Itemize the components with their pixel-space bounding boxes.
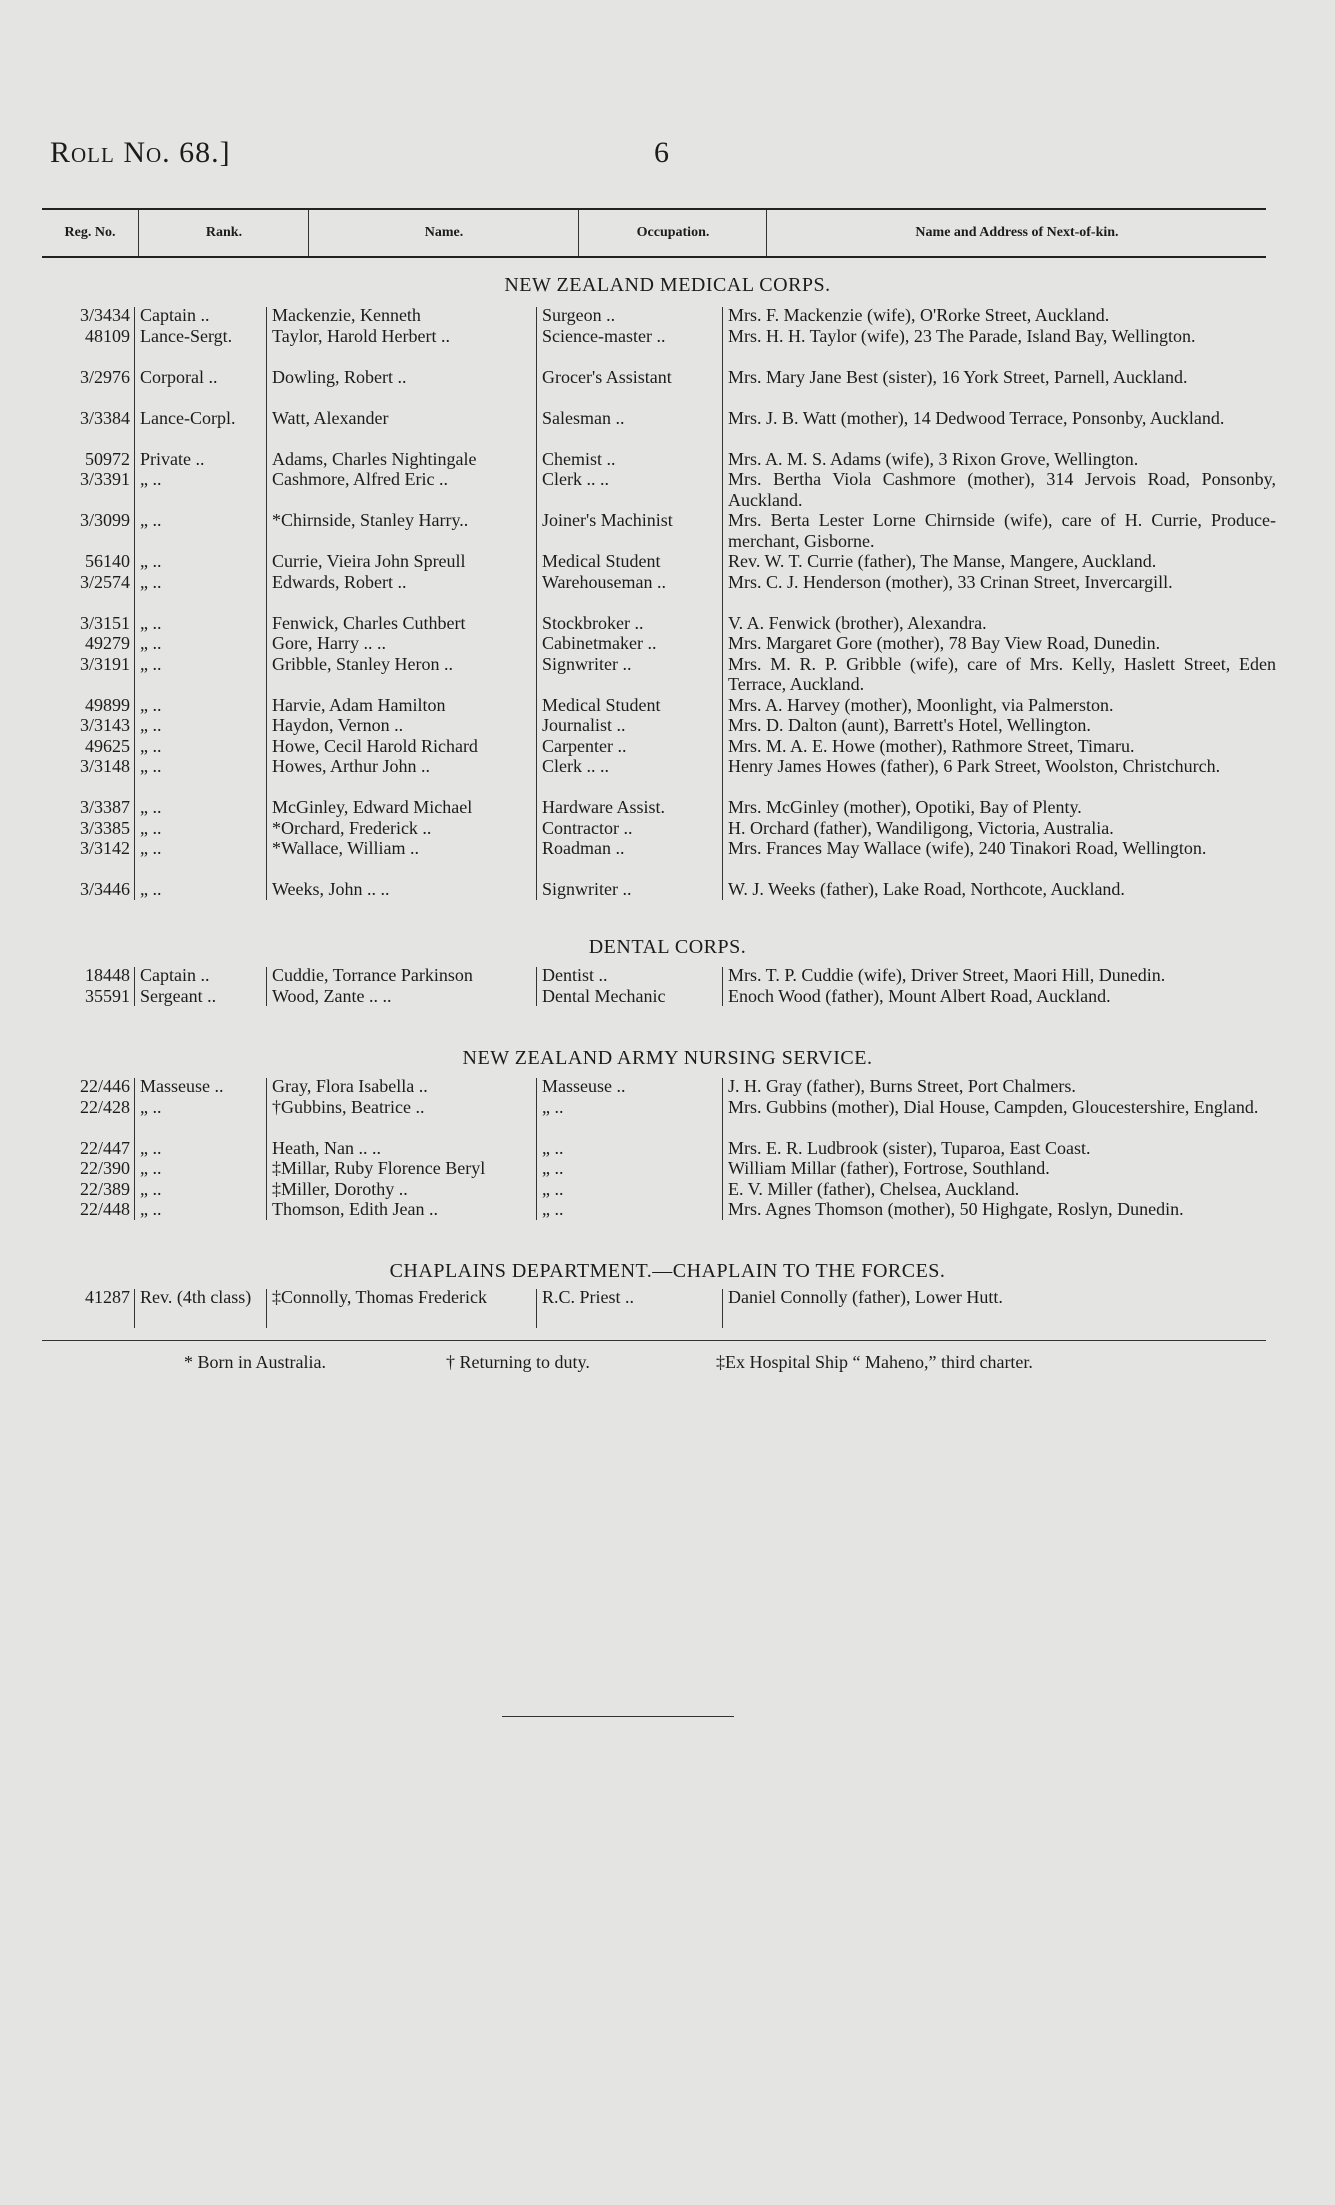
- cell-occ: „ ..: [542, 1096, 564, 1117]
- cell-occ: Cabinetmaker ..: [542, 633, 657, 653]
- cell-kin: Mrs. McGinley (mother), Opotiki, Bay of Plenty.: [728, 797, 1082, 817]
- cell-name: McGinley, Edward Michael: [272, 797, 473, 817]
- cell-kin: W. J. Weeks (father), Lake Road, Northcote, Auckland.: [728, 879, 1125, 899]
- cell-name: Heath, Nan .. ..: [272, 1137, 381, 1158]
- cell-rank: „ ..: [140, 1137, 162, 1158]
- cell-occ: R.C. Priest ..: [542, 1287, 635, 1307]
- table-row: [0, 695, 1335, 716]
- footnote-hospital-ship: ‡Ex Hospital Ship “ Maheno,” third charter.: [716, 1352, 1033, 1372]
- cell-rank: „ ..: [140, 551, 162, 571]
- cell-rank: „ ..: [140, 838, 162, 858]
- cell-occ: Clerk .. ..: [542, 756, 609, 776]
- table-row: [0, 986, 1335, 1007]
- cell-name: Fenwick, Charles Cuthbert: [272, 612, 466, 633]
- cell-kin: Mrs. T. P. Cuddie (wife), Driver Street, Maori Hill, Dunedin.: [728, 965, 1166, 985]
- cell-reg: 22/448: [79, 1199, 130, 1219]
- cell-rank: „ ..: [140, 1199, 162, 1219]
- table-row: [0, 1076, 1335, 1097]
- cell-kin: Mrs. Frances May Wallace (wife), 240 Tinakori Road, Wellington.: [728, 838, 1207, 858]
- cell-reg: 3/3142: [79, 838, 130, 858]
- table-row: [0, 510, 1335, 551]
- table-row: [0, 756, 1335, 797]
- cell-kin: Mrs. M. R. P. Gribble (wife), care of Mrs. Kelly, Haslett Street, Eden Terrace, Auckland.: [728, 653, 1276, 694]
- cell-reg: 48109: [85, 325, 130, 346]
- cell-reg: 56140: [85, 551, 130, 571]
- cell-kin: Mrs. M. A. E. Howe (mother), Rathmore Street, Timaru.: [728, 735, 1135, 756]
- cell-rank: „ ..: [140, 571, 162, 592]
- cell-reg: 22/428: [79, 1096, 130, 1117]
- cell-kin: Mrs. E. R. Ludbrook (sister), Tuparoa, East Coast.: [728, 1137, 1091, 1158]
- end-rule: [502, 1716, 734, 1717]
- cell-name: Taylor, Harold Herbert ..: [272, 325, 450, 346]
- header-occupation: Occupation.: [578, 210, 767, 256]
- cell-name: Cashmore, Alfred Eric ..: [272, 469, 448, 489]
- cell-kin: Rev. W. T. Currie (father), The Manse, Mangere, Auckland.: [728, 551, 1157, 571]
- table-row: [0, 654, 1335, 695]
- cell-rank: Captain ..: [140, 965, 210, 985]
- table-row: [0, 965, 1335, 986]
- roll-table-medical: [0, 305, 1335, 900]
- roll-table-nursing: [0, 1076, 1335, 1220]
- cell-occ: Hardware Assist.: [542, 797, 665, 817]
- cell-rank: „ ..: [140, 1096, 162, 1117]
- table-row: [0, 1158, 1335, 1179]
- column-rule: [134, 967, 135, 1006]
- cell-kin: Mrs. F. Mackenzie (wife), O'Rorke Street, Auckland.: [728, 305, 1110, 325]
- cell-name: Howes, Arthur John ..: [272, 756, 430, 776]
- cell-kin: William Millar (father), Fortrose, Southland.: [728, 1158, 1050, 1178]
- cell-occ: „ ..: [542, 1199, 564, 1219]
- cell-kin: V. A. Fenwick (brother), Alexandra.: [728, 612, 987, 633]
- cell-reg: 49625: [85, 735, 130, 756]
- cell-occ: „ ..: [542, 1178, 564, 1199]
- cell-occ: Warehouseman ..: [542, 571, 667, 592]
- cell-occ: Salesman ..: [542, 407, 625, 428]
- column-rule: [536, 1289, 537, 1328]
- cell-name: *Orchard, Frederick ..: [272, 817, 432, 838]
- table-row: [0, 715, 1335, 736]
- cell-kin: H. Orchard (father), Wandiligong, Victoria, Australia.: [728, 817, 1114, 838]
- cell-kin: Mrs. A. Harvey (mother), Moonlight, via Palmerston.: [728, 694, 1114, 715]
- cell-rank: „ ..: [140, 694, 162, 715]
- cell-kin: Mrs. A. M. S. Adams (wife), 3 Rixon Grove, Wellington.: [728, 448, 1139, 469]
- cell-name: Dowling, Robert ..: [272, 366, 407, 387]
- cell-rank: Masseuse ..: [140, 1076, 224, 1096]
- cell-name: *Chirnside, Stanley Harry..: [272, 510, 469, 530]
- cell-rank: Corporal ..: [140, 366, 218, 387]
- cell-reg: 3/3151: [79, 612, 130, 633]
- table-row: [0, 469, 1335, 510]
- cell-occ: Masseuse ..: [542, 1076, 626, 1096]
- column-rule: [722, 1289, 723, 1328]
- cell-name: †Gubbins, Beatrice ..: [272, 1096, 425, 1117]
- column-rule: [536, 1078, 537, 1220]
- column-rule: [722, 967, 723, 1006]
- cell-reg: 3/3387: [79, 797, 130, 817]
- cell-reg: 3/3384: [79, 407, 130, 428]
- cell-kin: Mrs. Bertha Viola Cashmore (mother), 314 Jervois Road, Ponsonby, Auckland.: [728, 469, 1276, 510]
- footnote-born-australia: * Born in Australia.: [184, 1352, 326, 1372]
- table-row: [0, 367, 1335, 408]
- cell-kin: E. V. Miller (father), Chelsea, Auckland.: [728, 1178, 1020, 1199]
- cell-reg: 3/3143: [79, 715, 130, 735]
- table-row: [0, 1199, 1335, 1220]
- cell-reg: 49279: [85, 633, 130, 653]
- cell-kin: Mrs. C. J. Henderson (mother), 33 Crinan Street, Invercargill.: [728, 571, 1173, 592]
- cell-reg: 3/3148: [79, 756, 130, 776]
- cell-reg: 3/3434: [79, 305, 130, 325]
- cell-occ: „ ..: [542, 1137, 564, 1158]
- cell-name: Harvie, Adam Hamilton: [272, 694, 446, 715]
- cell-name: Cuddie, Torrance Parkinson: [272, 965, 473, 985]
- cell-rank: „ ..: [140, 469, 162, 489]
- column-rule: [266, 967, 267, 1006]
- cell-rank: „ ..: [140, 756, 162, 776]
- footnote-divider: [42, 1340, 1266, 1341]
- cell-occ: Medical Student: [542, 551, 661, 571]
- cell-name: ‡Connolly, Thomas Frederick: [272, 1287, 487, 1307]
- table-row: [0, 551, 1335, 572]
- cell-reg: 3/2976: [79, 366, 130, 387]
- cell-kin: Enoch Wood (father), Mount Albert Road, Auckland.: [728, 985, 1111, 1006]
- header-reg-no: Reg. No.: [64, 225, 116, 240]
- cell-rank: Lance-Corpl.: [140, 407, 236, 428]
- cell-occ: Carpenter ..: [542, 735, 627, 756]
- section-title-dental: DENTAL CORPS.: [588, 936, 747, 958]
- cell-occ: Dentist ..: [542, 965, 608, 985]
- column-rule: [266, 1289, 267, 1328]
- cell-reg: 22/390: [79, 1158, 130, 1178]
- table-row: [0, 1179, 1335, 1200]
- cell-reg: 22/389: [79, 1178, 130, 1199]
- section-title-medical: NEW ZEALAND MEDICAL CORPS.: [504, 274, 831, 296]
- roll-title: Roll No. 68.]: [50, 136, 231, 169]
- cell-rank: „ ..: [140, 1178, 162, 1199]
- cell-kin: Mrs. Gubbins (mother), Dial House, Campden, Gloucestershire, England.: [728, 1096, 1259, 1117]
- cell-rank: Captain ..: [140, 305, 210, 325]
- table-row: [0, 1138, 1335, 1159]
- section-title-nursing: NEW ZEALAND ARMY NURSING SERVICE.: [462, 1047, 873, 1069]
- cell-occ: Joiner's Machinist: [542, 510, 673, 530]
- cell-reg: 3/3446: [79, 879, 130, 899]
- cell-kin: Mrs. D. Dalton (aunt), Barrett's Hotel, Wellington.: [728, 715, 1091, 735]
- column-rule: [536, 967, 537, 1006]
- cell-reg: 3/2574: [79, 571, 130, 592]
- cell-name: Weeks, John .. ..: [272, 879, 390, 899]
- cell-kin: Mrs. Berta Lester Lorne Chirnside (wife), care of H. Currie, Produce-merchant, Gisborne.: [728, 510, 1276, 551]
- cell-reg: 22/446: [79, 1076, 130, 1096]
- cell-kin: Henry James Howes (father), 6 Park Street, Woolston, Christchurch.: [728, 756, 1221, 776]
- cell-name: Thomson, Edith Jean ..: [272, 1199, 438, 1219]
- cell-rank: Rev. (4th class): [140, 1287, 252, 1307]
- cell-name: Howe, Cecil Harold Richard: [272, 735, 478, 756]
- table-row: [0, 1287, 1335, 1328]
- cell-reg: 18448: [85, 965, 130, 985]
- cell-name: Adams, Charles Nightingale: [272, 448, 477, 469]
- table-row: [0, 797, 1335, 818]
- column-rule: [134, 1078, 135, 1220]
- table-row: [0, 613, 1335, 634]
- cell-rank: „ ..: [140, 1158, 162, 1178]
- column-rule: [134, 307, 135, 900]
- cell-occ: Chemist ..: [542, 448, 616, 469]
- table-row: [0, 818, 1335, 839]
- cell-occ: „ ..: [542, 1158, 564, 1178]
- cell-name: Watt, Alexander: [272, 407, 389, 428]
- cell-name: *Wallace, William ..: [272, 838, 419, 858]
- cell-kin: J. H. Gray (father), Burns Street, Port Chalmers.: [728, 1076, 1076, 1096]
- cell-rank: Lance-Sergt.: [140, 325, 233, 346]
- cell-rank: „ ..: [140, 817, 162, 838]
- column-rule: [722, 307, 723, 900]
- section-title-chaplains: CHAPLAINS DEPARTMENT.—CHAPLAIN TO THE FORCES.: [389, 1260, 946, 1282]
- column-rule: [134, 1289, 135, 1328]
- table-row: [0, 838, 1335, 879]
- cell-name: Edwards, Robert ..: [272, 571, 407, 592]
- table-row: [0, 305, 1335, 326]
- cell-kin: Daniel Connolly (father), Lower Hutt.: [728, 1287, 1003, 1307]
- cell-occ: Surgeon ..: [542, 305, 616, 325]
- footnote-returning-duty: † Returning to duty.: [446, 1352, 590, 1372]
- cell-occ: Signwriter ..: [542, 879, 632, 899]
- cell-name: Currie, Vieira John Spreull: [272, 551, 466, 571]
- cell-rank: „ ..: [140, 879, 162, 899]
- cell-occ: Medical Student: [542, 694, 661, 715]
- column-rule: [266, 1078, 267, 1220]
- column-headers: [42, 208, 1266, 258]
- cell-rank: „ ..: [140, 510, 162, 530]
- header-rank: Rank.: [138, 210, 309, 256]
- roll-table-dental: [0, 965, 1335, 1006]
- cell-kin: Mrs. H. H. Taylor (wife), 23 The Parade, Island Bay, Wellington.: [728, 325, 1196, 346]
- cell-kin: Mrs. J. B. Watt (mother), 14 Dedwood Terrace, Ponsonby, Auckland.: [728, 407, 1225, 428]
- cell-occ: Roadman ..: [542, 838, 625, 858]
- table-row: [0, 408, 1335, 449]
- cell-rank: „ ..: [140, 653, 162, 674]
- cell-rank: „ ..: [140, 715, 162, 735]
- cell-name: Haydon, Vernon ..: [272, 715, 404, 735]
- table-row: [0, 449, 1335, 470]
- table-row: [0, 633, 1335, 654]
- cell-occ: Stockbroker ..: [542, 612, 644, 633]
- column-rule: [536, 307, 537, 900]
- cell-reg: 22/447: [79, 1137, 130, 1158]
- cell-reg: 3/3391: [79, 469, 130, 489]
- cell-occ: Science-master ..: [542, 325, 666, 346]
- cell-reg: 49899: [85, 694, 130, 715]
- header-name: Name.: [308, 210, 579, 256]
- cell-kin: Mrs. Agnes Thomson (mother), 50 Highgate, Roslyn, Dunedin.: [728, 1199, 1184, 1219]
- cell-occ: Dental Mechanic: [542, 985, 666, 1006]
- column-rule: [266, 307, 267, 900]
- cell-kin: Mrs. Mary Jane Best (sister), 16 York Street, Parnell, Auckland.: [728, 366, 1188, 387]
- cell-rank: „ ..: [140, 735, 162, 756]
- cell-name: Gore, Harry .. ..: [272, 633, 386, 653]
- cell-name: Wood, Zante .. ..: [272, 985, 392, 1006]
- cell-rank: Sergeant ..: [140, 985, 217, 1006]
- cell-name: ‡Miller, Dorothy ..: [272, 1178, 408, 1199]
- table-row: [0, 736, 1335, 757]
- column-rule: [722, 1078, 723, 1220]
- cell-reg: 50972: [85, 448, 130, 469]
- cell-rank: „ ..: [140, 633, 162, 653]
- cell-reg: 3/3191: [79, 653, 130, 674]
- cell-reg: 41287: [85, 1287, 130, 1307]
- cell-name: Gray, Flora Isabella ..: [272, 1076, 428, 1096]
- cell-name: Gribble, Stanley Heron ..: [272, 653, 453, 674]
- cell-kin: Mrs. Margaret Gore (mother), 78 Bay View Road, Dunedin.: [728, 633, 1161, 653]
- cell-name: Mackenzie, Kenneth: [272, 305, 421, 325]
- cell-occ: Signwriter ..: [542, 653, 632, 674]
- cell-rank: „ ..: [140, 612, 162, 633]
- table-row: [0, 572, 1335, 613]
- cell-occ: Clerk .. ..: [542, 469, 609, 489]
- roll-table-chaplains: [0, 1287, 1335, 1328]
- cell-reg: 35591: [85, 985, 130, 1006]
- cell-reg: 3/3385: [79, 817, 130, 838]
- cell-rank: „ ..: [140, 797, 162, 817]
- cell-occ: Journalist ..: [542, 715, 626, 735]
- header-next-of-kin: Name and Address of Next-of-kin.: [766, 210, 1267, 256]
- cell-rank: Private ..: [140, 448, 205, 469]
- table-row: [0, 1097, 1335, 1138]
- cell-occ: Contractor ..: [542, 817, 633, 838]
- cell-reg: 3/3099: [79, 510, 130, 530]
- table-row: [0, 326, 1335, 367]
- cell-occ: Grocer's Assistant: [542, 366, 672, 387]
- table-row: [0, 879, 1335, 900]
- page-number: 6: [654, 136, 669, 169]
- cell-name: ‡Millar, Ruby Florence Beryl: [272, 1158, 486, 1178]
